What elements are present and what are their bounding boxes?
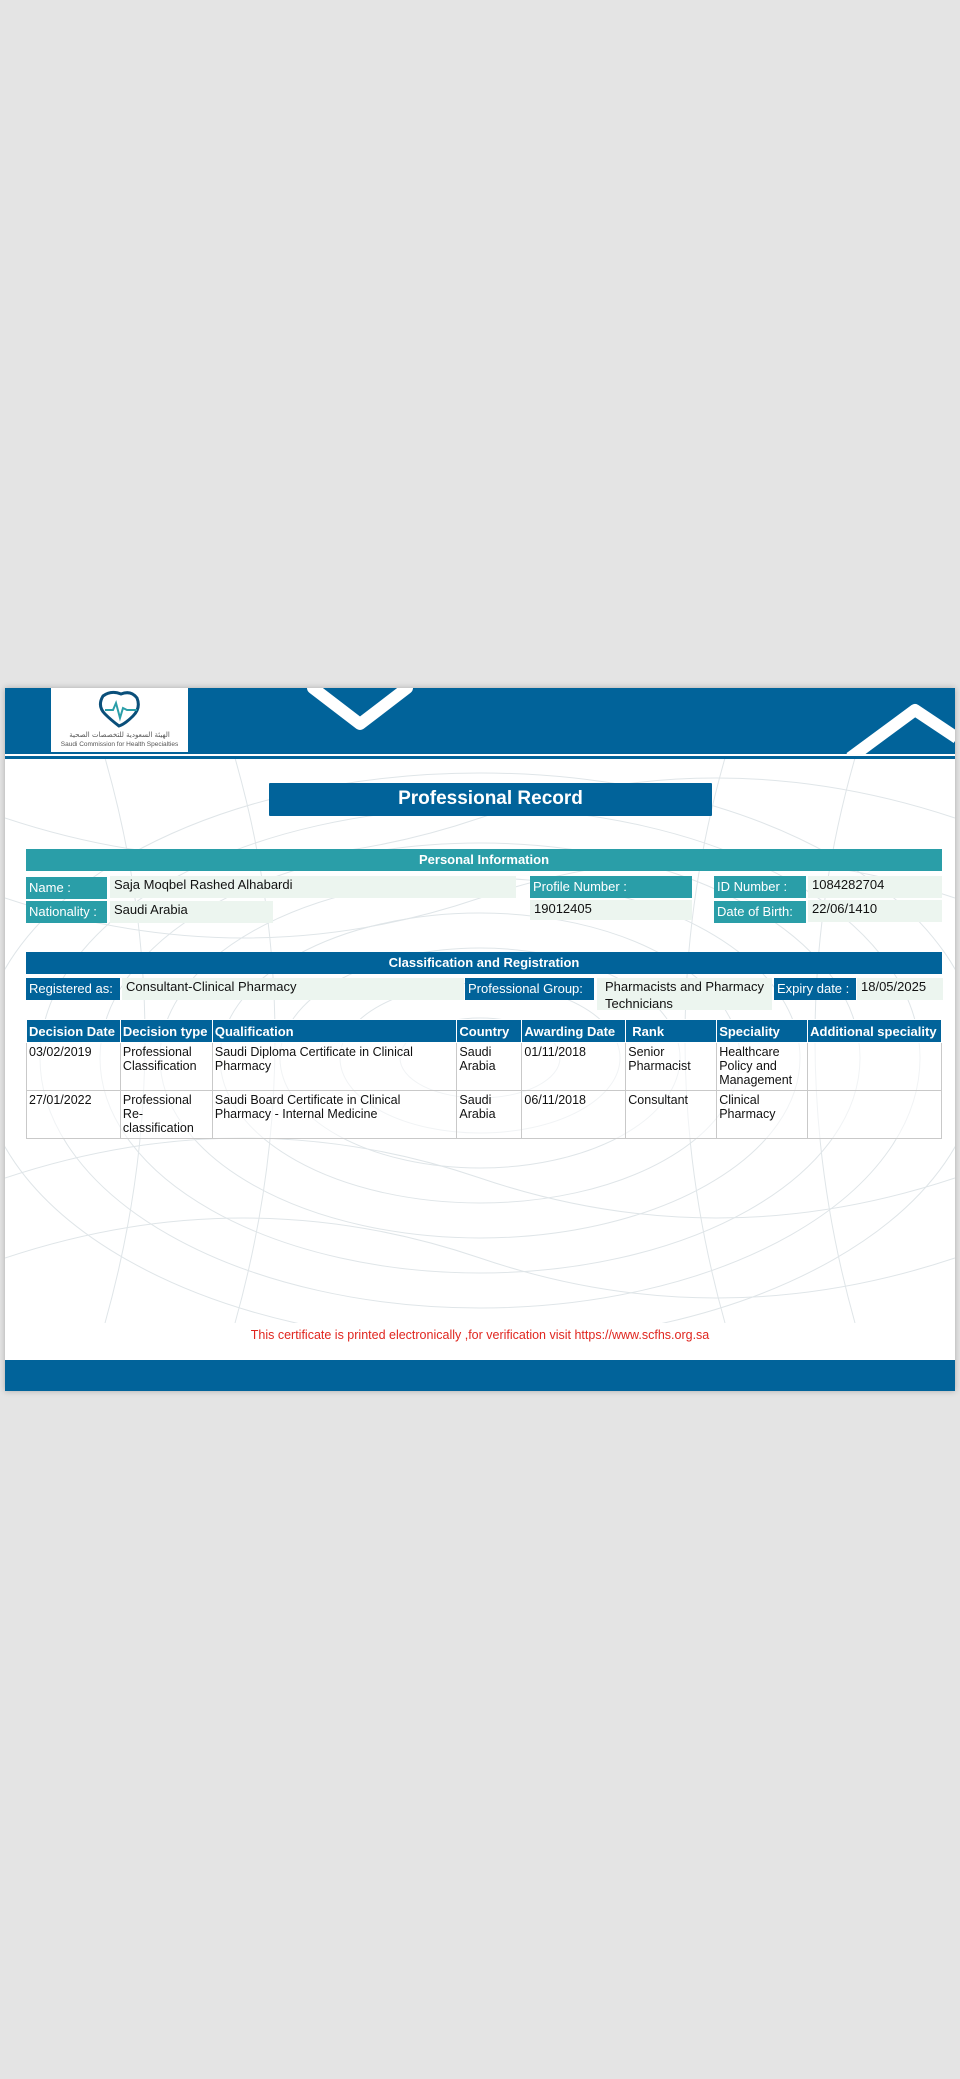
column-header-rank: Rank xyxy=(626,1020,717,1043)
scfhs-logo xyxy=(51,688,188,752)
cell-country: Saudi Arabia xyxy=(457,1091,522,1139)
name-label: Name : xyxy=(26,877,107,899)
column-header-decision-date: Decision Date xyxy=(27,1020,121,1043)
id-number-value: 1084282704 xyxy=(808,876,942,898)
cell-rank: Consultant xyxy=(626,1091,717,1139)
profile-number-label: Profile Number : xyxy=(530,876,692,898)
cell-decision-date: 03/02/2019 xyxy=(27,1043,121,1091)
date-of-birth-value: 22/06/1410 xyxy=(808,900,942,922)
nationality-value: Saudi Arabia xyxy=(110,901,273,923)
cell-additional-speciality xyxy=(808,1091,942,1139)
name-value: Saja Moqbel Rashed Alhabardi xyxy=(110,876,516,898)
table-row xyxy=(27,1091,942,1139)
cell-speciality: Clinical Pharmacy xyxy=(717,1091,808,1139)
logo-text-english: Saudi Commission for Health Specialties xyxy=(60,741,179,748)
certificate-document xyxy=(5,688,955,1391)
professional-group-label: Professional Group: xyxy=(465,978,594,1000)
cell-speciality: Healthcare Policy and Management xyxy=(717,1043,808,1091)
cell-awarding-date: 01/11/2018 xyxy=(522,1043,626,1091)
column-header-additional-speciality: Additional speciality xyxy=(808,1020,942,1043)
page-title: Professional Record xyxy=(269,783,712,816)
verification-notice: This certificate is printed electronically ,for verification visit https://www.scfhs.org.sa xyxy=(250,1328,710,1342)
logo-text-arabic: الهيئة السعودية للتخصصات الصحية xyxy=(69,731,170,739)
column-header-country: Country xyxy=(457,1020,522,1043)
cell-rank: Senior Pharmacist xyxy=(626,1043,717,1091)
expiry-date-label: Expiry date : xyxy=(774,978,856,1000)
decisions-table xyxy=(26,1019,942,1139)
column-header-decision-type: Decision type xyxy=(120,1020,212,1043)
cell-decision-date: 27/01/2022 xyxy=(27,1091,121,1139)
chevron-up-decoration-icon xyxy=(845,698,955,758)
logo-emblem-icon xyxy=(51,688,188,730)
cell-awarding-date: 06/11/2018 xyxy=(522,1091,626,1139)
nationality-label: Nationality : xyxy=(26,901,107,923)
cell-qualification: Saudi Board Certificate in Clinical Pharmacy - Internal Medicine xyxy=(212,1091,457,1139)
classification-section-title: Classification and Registration xyxy=(26,952,942,974)
registered-as-value: Consultant-Clinical Pharmacy xyxy=(122,978,464,1000)
cell-qualification: Saudi Diploma Certificate in Clinical Pharmacy xyxy=(212,1043,457,1091)
footer-band xyxy=(5,1360,955,1391)
registered-as-label: Registered as: xyxy=(26,978,120,1000)
professional-group-value: Pharmacists and Pharmacy Technicians xyxy=(597,978,772,1010)
cell-decision-type: Professional Classification xyxy=(120,1043,212,1091)
expiry-date-value: 18/05/2025 xyxy=(857,978,943,1000)
header-divider xyxy=(5,756,955,759)
personal-info-section-title: Personal Information xyxy=(26,849,942,871)
column-header-speciality: Speciality xyxy=(717,1020,808,1043)
chevron-down-decoration-icon xyxy=(305,688,415,734)
cell-decision-type: Professional Re-classification xyxy=(120,1091,212,1139)
table-row xyxy=(27,1043,942,1091)
id-number-label: ID Number : xyxy=(714,876,806,898)
table-header-row xyxy=(27,1020,942,1043)
cell-country: Saudi Arabia xyxy=(457,1043,522,1091)
date-of-birth-label: Date of Birth: xyxy=(714,901,806,923)
profile-number-value: 19012405 xyxy=(530,900,692,920)
column-header-awarding-date: Awarding Date xyxy=(522,1020,626,1043)
header-band xyxy=(5,688,955,754)
column-header-qualification: Qualification xyxy=(212,1020,457,1043)
cell-additional-speciality xyxy=(808,1043,942,1091)
